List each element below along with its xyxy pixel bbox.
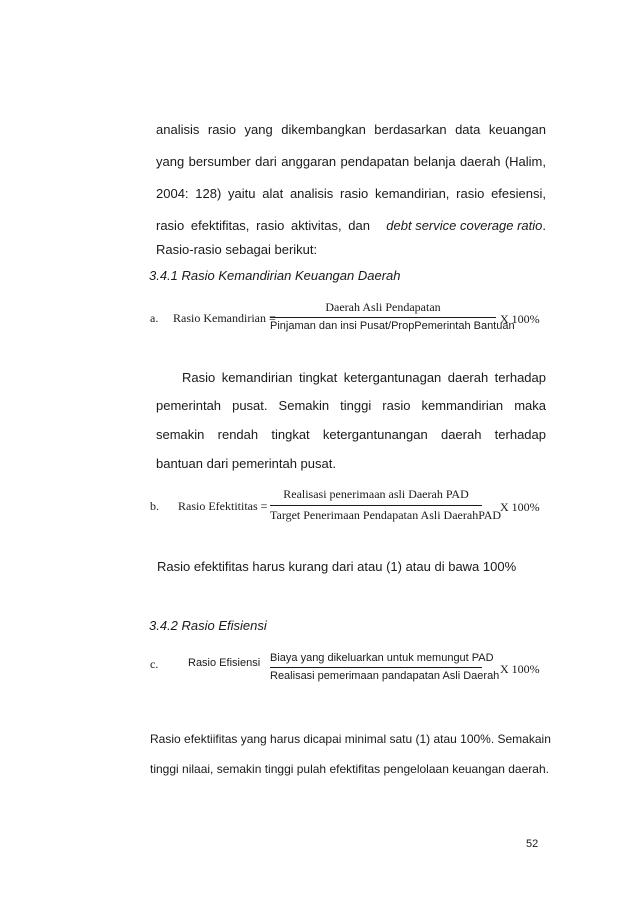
- formula-a-name: Rasio Kemandirian =: [173, 311, 276, 325]
- formula-b-multiplier: X 100%: [500, 500, 540, 514]
- intro-line-4-term: [386, 218, 546, 233]
- formula-b-fraction-bar: [270, 505, 482, 506]
- formula-c-name: Rasio Efisiensi: [188, 657, 261, 669]
- formula-a-multiplier: X 100%: [500, 312, 540, 326]
- efisiensi-line-1: Rasio efektiifitas yang harus dicapai minimal satu (1) atau 100%. Semakain: [150, 732, 551, 746]
- formula-b-name: Rasio Efektititas =: [178, 499, 268, 513]
- kemandirian-line-2: pemerintah pusat. Semakin tinggi rasio kemmandirian maka: [156, 398, 546, 413]
- efektifitas-note-text: Rasio efektifitas harus kurang dari atau (1) atau di bawa 100%: [157, 559, 517, 574]
- formula-b-denominator: Target Penerimaan Pendapatan Asli DaerahPAD: [270, 508, 502, 522]
- formula-b-label: b.: [150, 499, 159, 513]
- section-heading-kemandirian: 3.4.1 Rasio Kemandirian Keuangan Daerah: [149, 268, 401, 283]
- kemandirian-line-1: Rasio kemandirian tingkat ketergantunagan daerah terhadap: [182, 370, 546, 385]
- intro-line-5: Rasio-rasio sebagai berikut:: [156, 242, 318, 257]
- formula-c-denominator: Realisasi pemerimaan pandapatan Asli Daerah: [270, 670, 500, 682]
- page-number: 52: [526, 838, 539, 850]
- formula-c-multiplier: X 100%: [500, 662, 540, 676]
- formula-a-fraction-bar: [270, 317, 496, 318]
- efisiensi-line-2: tinggi nilaai, semakin tinggi pulah efektifitas pengelolaan keuangan daerah.: [150, 762, 549, 776]
- debt-service-term: debt service coverage ratio: [386, 218, 543, 233]
- formula-c-label: c.: [150, 657, 159, 671]
- formula-efisiensi: [150, 652, 550, 692]
- section-heading-efisiensi: 3.4.2 Rasio Efisiensi: [149, 618, 267, 633]
- intro-line-1: analisis rasio yang dikembangkan berdasarkan data keuangan: [156, 122, 546, 137]
- intro-line-2: yang bersumber dari anggaran pendapatan belanja daerah (Halim,: [156, 154, 546, 169]
- formula-a-denominator: Pinjaman dan insi Pusat/PropPemerintah Bantuan: [270, 320, 515, 332]
- formula-a-numerator: Daerah Asli Pendapatan: [325, 300, 441, 314]
- intro-line-4-text: rasio efektifitas, rasio aktivitas, dan: [156, 218, 370, 233]
- formula-c-fraction-bar: [270, 667, 482, 668]
- formula-b-numerator: Realisasi penerimaan asli Daerah PAD: [283, 487, 469, 501]
- intro-line-4-period: .: [542, 218, 546, 233]
- formula-a-label: a.: [150, 311, 159, 325]
- intro-line-4: [156, 218, 546, 233]
- formula-efektifitas: [150, 487, 550, 527]
- formula-kemandirian: [150, 300, 550, 340]
- formula-c-numerator: Biaya yang dikeluarkan untuk memungut PAD: [270, 652, 494, 664]
- kemandirian-line-3: semakin rendah tingkat ketergantunangan daerah terhadap: [156, 427, 546, 442]
- intro-line-3: 2004: 128) yaitu alat analisis rasio kemandirian, rasio efesiensi,: [156, 186, 546, 201]
- kemandirian-line-4: bantuan dari pemerintah pusat.: [156, 456, 336, 471]
